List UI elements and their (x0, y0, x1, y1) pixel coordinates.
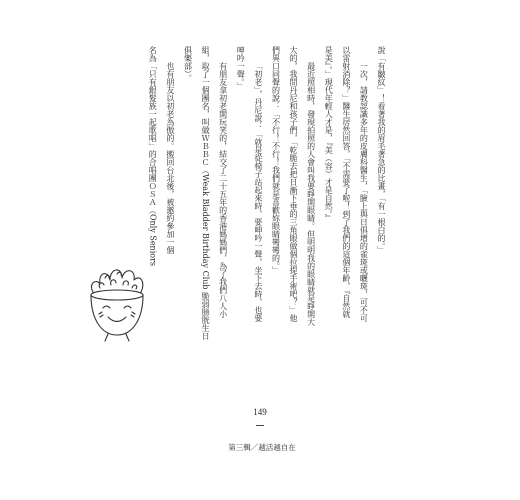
text-column: 名為「只有銀髮族一起歌唱」的合唱團ＯＳＡ（Only Seniors (148, 46, 158, 267)
text-column: 組，取了一個團名，叫做ＷＢＢＣ（Weak Bladder Birthday Club 脆弱膀胱生日 (201, 46, 211, 341)
text-column: 以雷射消除？」醫生居然回答，「不需要了啦！到了我們的這個年齡，『自然就 (341, 46, 351, 318)
text-column: 們異口同聲的說：「不行！不行！我們就是喜歡妳眼睛彎彎的。」 (271, 46, 281, 274)
text-column: 「初老」，丹尼說：「就是從椅子站起來時，要呻吟一聲，坐下去時，也要 (253, 62, 263, 322)
doodle-hair-curls (99, 272, 137, 289)
text-column: 一次，請教認識多年的皮膚科醫生，「臉上與日俱增的雀斑或曬斑，可不可 (359, 62, 369, 322)
text-column: 說「有皺紋」！看著我的眉毛著急的比畫，「有一根白的。」 (377, 46, 386, 254)
doodle-pot-body (91, 295, 143, 335)
text-column: 也有朋友以初老為傲的。搬回台北後，被邀約參加一個 (165, 62, 175, 254)
doodle-smile (108, 317, 126, 322)
page-number-rule (256, 425, 264, 426)
running-footer: 第三輯／越活越自在 (228, 443, 296, 452)
doodle-cheeks (99, 312, 135, 317)
text-column: 大的，我問丹尼和孩子們，「乾脆去把日漸下垂的三角眼做個拉提手術吧？」他 (289, 46, 299, 322)
text-column: 有朋友拿初老開玩笑的，結交了二十五年的香港媽媽們，為了我們八人小 (218, 62, 228, 318)
text-column: 呻吟一聲。」 (236, 46, 246, 90)
text-column: 俱樂部）。 (183, 46, 193, 82)
text-column: 最近照相時，發現拍照的人會叫我要睜開眼睛。但明明我的眼睛就是睜開大 (306, 62, 316, 326)
doodle-pot-rim (91, 290, 143, 300)
page-number: 149 (253, 407, 267, 417)
smiling-pot-doodle (86, 258, 148, 344)
doodle-eyes (103, 306, 131, 308)
text-column: 是美』。」現代年輕人才是，『美（容）才是自然。』 (324, 46, 334, 222)
vertical-text-block (144, 46, 390, 341)
